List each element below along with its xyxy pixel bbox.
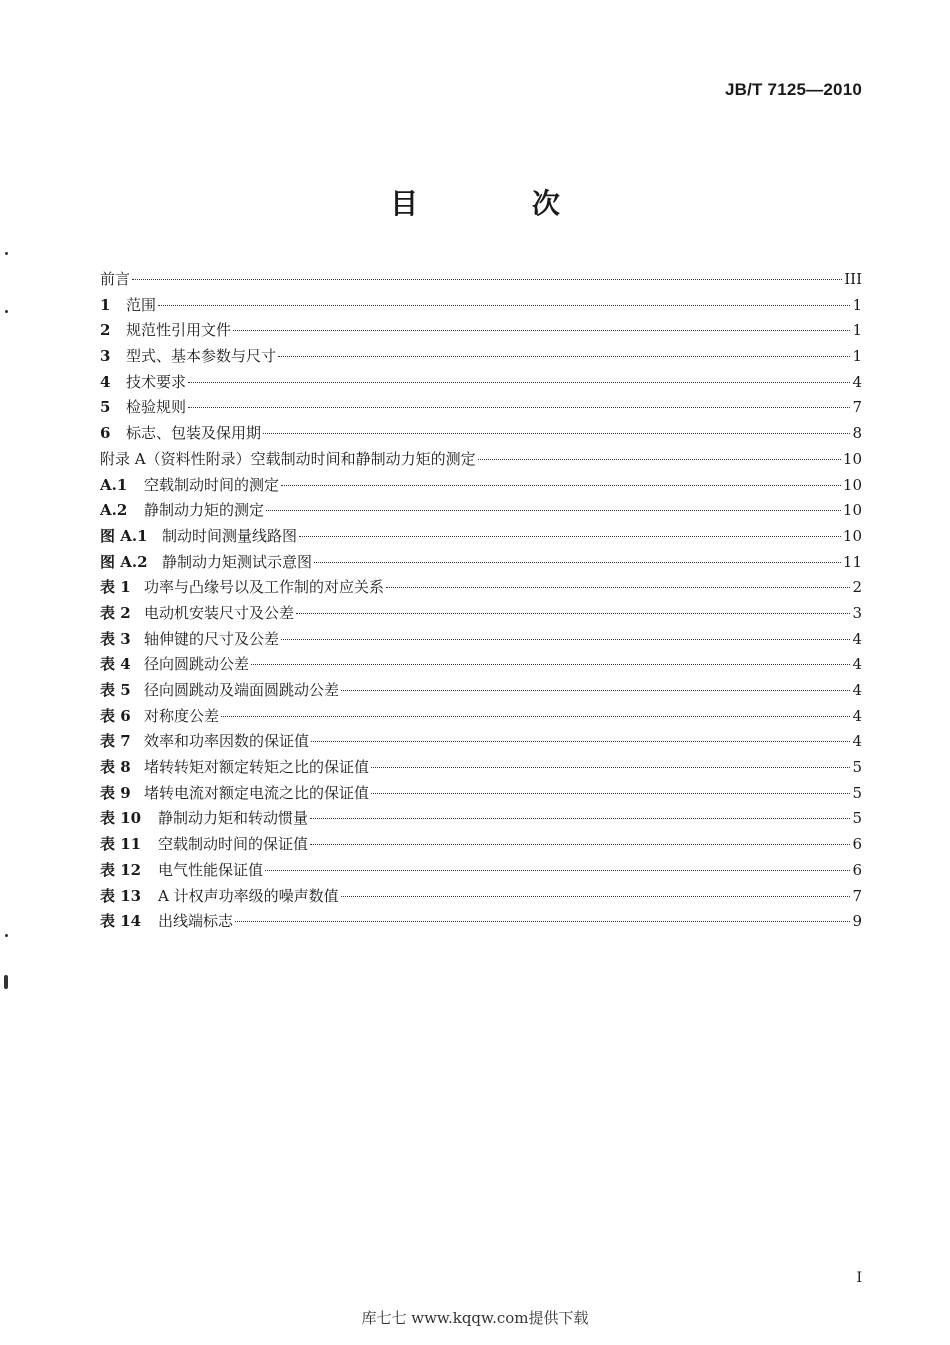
toc-entry-text: 检验规则 (126, 398, 187, 417)
toc-entry-label (100, 806, 308, 832)
toc-entry (100, 909, 862, 935)
toc-leader-dots (310, 818, 850, 819)
toc-leader-dots (278, 356, 850, 357)
toc-entry-number: 1 (100, 295, 111, 314)
toc-entry-text: 轴伸键的尺寸及公差 (144, 629, 280, 648)
toc-entry-label (100, 832, 308, 858)
toc-entry-text: 堵转电流对额定电流之比的保证值 (144, 783, 370, 802)
toc-entry-page: 1 (852, 295, 862, 314)
toc-leader-dots (341, 690, 850, 691)
toc-leader-dots (341, 896, 851, 897)
toc-entry (100, 473, 862, 499)
toc-entry-text: 静制动力矩的测定 (144, 501, 265, 520)
toc-leader-dots (251, 664, 850, 665)
toc-entry-page: 4 (852, 732, 862, 751)
toc-entry-label (100, 318, 231, 344)
toc-entry (100, 601, 862, 627)
toc-entry (100, 704, 862, 730)
toc-entry (100, 524, 862, 550)
toc-entry (100, 627, 862, 653)
toc-entry-label (100, 473, 279, 499)
toc-entry (100, 447, 862, 473)
toc-entry-label (100, 267, 130, 293)
toc-leader-dots (235, 921, 850, 922)
toc-entry-text: 电气性能保证值 (158, 860, 264, 879)
toc-leader-dots (478, 459, 841, 460)
toc-entry (100, 370, 862, 396)
toc-leader-dots (371, 793, 850, 794)
toc-entry (100, 421, 862, 447)
toc-entry-page: 5 (852, 758, 862, 777)
toc-leader-dots (188, 407, 850, 408)
toc-entry-label (100, 421, 261, 447)
toc-entry-page: 11 (842, 552, 862, 571)
footer-download-note: 库七七 www.kqqw.com提供下载 (361, 1309, 589, 1327)
toc-entry-label (100, 704, 219, 730)
toc-entry-text: 技术要求 (126, 372, 187, 391)
toc-entry-page: 7 (852, 886, 862, 905)
toc-entry-page: 2 (852, 578, 862, 597)
toc-entry-number: 表 13 (100, 886, 142, 905)
toc-entry (100, 884, 862, 910)
toc-entry-number: 4 (100, 372, 111, 391)
toc-entry (100, 652, 862, 678)
toc-leader-dots (314, 562, 841, 563)
toc-entry-label (100, 858, 263, 884)
toc-entry-label (100, 370, 186, 396)
toc-entry-number: 表 2 (100, 603, 131, 622)
toc-entry (100, 678, 862, 704)
toc-entry-text: 效率和功率因数的保证值 (144, 732, 310, 751)
toc-entry-number: 表 10 (100, 809, 142, 828)
toc-entry-text: 前言 (100, 270, 131, 288)
toc-entry (100, 832, 862, 858)
toc-entry-text: 功率与凸缘号以及工作制的对应关系 (144, 578, 385, 597)
toc-entry-number: 2 (100, 321, 111, 340)
toc-entry-page: 10 (842, 501, 862, 520)
toc-leader-dots (158, 305, 850, 306)
toc-leader-dots (233, 330, 850, 331)
toc-entry-number: A.2 (100, 501, 128, 520)
toc-entry-page: 6 (852, 860, 862, 879)
toc-entry (100, 550, 862, 576)
toc-entry-text: 径向圆跳动及端面圆跳动公差 (144, 681, 340, 699)
toc-entry-number: 表 1 (100, 578, 131, 597)
scan-speck (5, 252, 8, 255)
toc-entry-number: 3 (100, 347, 111, 366)
toc-leader-dots (296, 613, 850, 614)
toc-entry-page: 8 (852, 424, 862, 443)
toc-entry-text: 径向圆跳动公差 (144, 655, 250, 674)
toc-leader-dots (311, 741, 850, 742)
toc-entry-label (100, 884, 339, 910)
toc-entry (100, 755, 862, 781)
toc-entry-label (100, 575, 384, 601)
toc-entry-page: 9 (852, 912, 862, 931)
toc-entry-text: 空载制动时间的测定 (144, 475, 280, 494)
toc-entry-number: 表 11 (100, 835, 142, 854)
toc-entry-number: 表 4 (100, 655, 131, 674)
toc-entry-number: 表 7 (100, 732, 131, 751)
toc-entry-page: 1 (852, 347, 862, 366)
toc-list (100, 267, 862, 935)
toc-entry-number: 表 14 (100, 912, 142, 931)
toc-entry (100, 575, 862, 601)
toc-entry-text: 堵转转矩对额定转矩之比的保证值 (144, 758, 370, 777)
toc-entry-page: 5 (852, 783, 862, 802)
toc-entry-number: 表 8 (100, 758, 131, 777)
toc-entry-label (100, 652, 249, 678)
scan-speck (4, 975, 8, 989)
toc-entry (100, 293, 862, 319)
toc-leader-dots (371, 767, 850, 768)
toc-entry-text: 对称度公差 (144, 706, 220, 725)
toc-leader-dots (221, 716, 850, 717)
toc-entry-page: 5 (852, 809, 862, 828)
scan-speck (5, 934, 8, 937)
toc-entry-label (100, 498, 264, 524)
toc-entry-page: III (844, 270, 862, 288)
toc-entry-page: 4 (852, 706, 862, 725)
toc-entry-page: 4 (852, 681, 862, 699)
toc-entry (100, 858, 862, 884)
toc-entry-label (100, 601, 294, 627)
toc-entry-text: A 计权声功率级的噪声数值 (158, 886, 339, 905)
toc-entry-label (100, 627, 279, 653)
standard-code: JB/T 7125—2010 (725, 80, 862, 99)
toc-entry-label (100, 293, 156, 319)
toc-entry-text: 空载制动时间的保证值 (158, 835, 309, 854)
toc-leader-dots (188, 382, 850, 383)
toc-entry-page: 7 (852, 398, 862, 417)
toc-entry-number: 图 A.2 (100, 552, 148, 571)
toc-leader-dots (281, 485, 841, 486)
toc-entry-label (100, 678, 339, 704)
toc-entry (100, 344, 862, 370)
toc-entry-label (100, 395, 186, 421)
toc-entry-page: 10 (842, 475, 862, 494)
toc-entry-page: 4 (852, 655, 862, 674)
toc-entry-page: 1 (852, 321, 862, 340)
toc-leader-dots (263, 433, 850, 434)
toc-entry-number: 表 9 (100, 783, 131, 802)
toc-entry-number: 表 3 (100, 629, 131, 648)
toc-leader-dots (310, 844, 850, 845)
toc-entry-page: 4 (852, 629, 862, 648)
toc-entry-text: 标志、包装及保用期 (126, 424, 262, 443)
toc-entry-text: 型式、基本参数与尺寸 (126, 347, 277, 366)
toc-entry-text: 制动时间测量线路图 (162, 526, 298, 545)
toc-entry-label (100, 447, 476, 473)
toc-entry (100, 806, 862, 832)
toc-leader-dots (132, 279, 842, 280)
toc-entry (100, 498, 862, 524)
toc-entry-page: 6 (852, 835, 862, 854)
toc-entry-number: 表 5 (100, 681, 131, 699)
toc-entry-label (100, 344, 276, 370)
toc-leader-dots (299, 536, 841, 537)
toc-leader-dots (265, 870, 850, 871)
toc-entry-text: 静制动力矩和转动惯量 (158, 809, 309, 828)
scan-speck (5, 310, 8, 313)
toc-entry-label (100, 781, 369, 807)
toc-entry-number: 图 A.1 (100, 526, 148, 545)
toc-entry (100, 267, 862, 293)
toc-entry (100, 729, 862, 755)
toc-entry-text: 附录 A（资料性附录）空载制动时间和静制动力矩的测定 (100, 449, 476, 468)
toc-entry-text: 静制动力矩测试示意图 (162, 552, 313, 571)
toc-entry-label (100, 729, 309, 755)
toc-entry-number: 5 (100, 398, 111, 417)
toc-entry-number: A.1 (100, 475, 128, 494)
toc-entry-label (100, 524, 297, 550)
toc-entry-text: 电动机安装尺寸及公差 (144, 603, 295, 622)
page-number: I (856, 1270, 862, 1286)
toc-leader-dots (281, 639, 850, 640)
toc-entry-number: 6 (100, 424, 111, 443)
toc-title: 目 次 (390, 187, 612, 220)
toc-entry-label (100, 550, 312, 576)
toc-entry-text: 范围 (126, 295, 157, 314)
toc-entry (100, 395, 862, 421)
toc-entry-page: 4 (852, 372, 862, 391)
toc-entry (100, 781, 862, 807)
toc-entry-number: 表 12 (100, 860, 142, 879)
toc-entry-text: 出线端标志 (158, 912, 234, 931)
toc-entry-label (100, 755, 369, 781)
toc-leader-dots (266, 510, 841, 511)
toc-leader-dots (386, 587, 850, 588)
toc-entry-label (100, 909, 233, 935)
toc-entry (100, 318, 862, 344)
toc-entry-text: 规范性引用文件 (126, 321, 232, 340)
toc-entry-page: 10 (842, 526, 862, 545)
toc-entry-number: 表 6 (100, 706, 131, 725)
toc-entry-page: 10 (842, 449, 862, 468)
toc-entry-page: 3 (852, 603, 862, 622)
